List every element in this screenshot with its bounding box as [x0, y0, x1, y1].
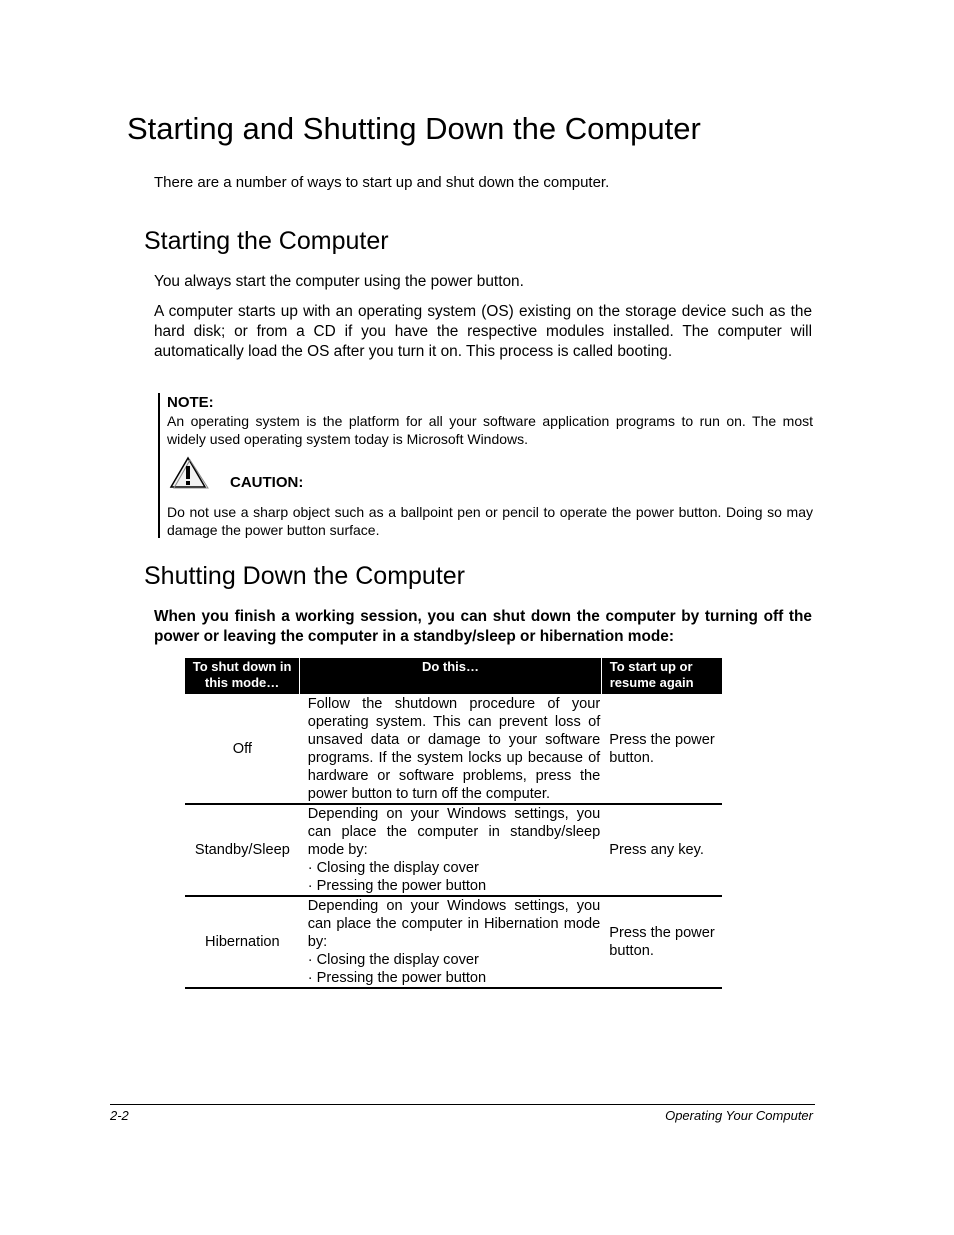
action-text: Depending on your Windows settings, you can place the computer in standby/sleep mode by:	[307, 806, 601, 858]
resume-cell: Press the power button.	[601, 896, 722, 988]
header-resume: To start up or resume again	[601, 658, 722, 694]
footer-rule	[110, 1104, 815, 1105]
note-text: An operating system is the platform for all your software application programs to run on. The most widely used operating system today is Microsoft Windows.	[167, 413, 813, 447]
warning-triangle-icon	[168, 455, 210, 491]
intro-text: There are a number of ways to start up and shut down the computer.	[154, 174, 610, 191]
caution-label: CAUTION:	[230, 474, 304, 491]
mode-cell: Standby/Sleep	[185, 804, 300, 896]
starting-paragraph-2: A computer starts up with an operating system (OS) existing on the storage device such as the hard disk; or from a CD if you have the respective modules installed. The computer will automatically load the OS after you turn it on. This process is called booting.	[154, 303, 812, 360]
shutdown-modes-table	[185, 658, 722, 989]
note-label: NOTE:	[167, 394, 214, 411]
table-header-row	[185, 658, 722, 694]
action-text: Depending on your Windows settings, you can place the computer in Hibernation mode by:	[307, 898, 601, 950]
page-title: Starting and Shutting Down the Computer	[127, 111, 701, 146]
header-mode: To shut down in this mode…	[185, 658, 300, 694]
caution-text: Do not use a sharp object such as a ballpoint pen or pencil to operate the power button. Doing so may damage the power button surface.	[167, 504, 813, 538]
bullet-item: · Closing the display cover	[307, 860, 479, 876]
action-cell	[300, 896, 602, 988]
table-row	[185, 694, 722, 804]
resume-cell: Press the power button.	[601, 694, 722, 804]
bullet-item: · Closing the display cover	[307, 952, 479, 968]
header-action: Do this…	[300, 658, 602, 694]
table-row	[185, 896, 722, 988]
shutting-intro: When you finish a working session, you can shut down the computer by turning off the power or leaving the computer in a standby/sleep or hibernation mode:	[154, 608, 812, 645]
page-number: 2-2	[110, 1108, 129, 1123]
resume-cell: Press any key.	[601, 804, 722, 896]
action-text: Follow the shutdown procedure of your operating system. This can prevent loss of unsaved data or damage to your software programs. If the system locks up because of hardware or software problems, press the power button to turn off the computer.	[307, 695, 601, 802]
chapter-title: Operating Your Computer	[665, 1108, 813, 1123]
mode-cell: Off	[185, 694, 300, 804]
bullet-item: · Pressing the power button	[307, 878, 487, 894]
mode-cell: Hibernation	[185, 896, 300, 988]
bullet-item: · Pressing the power button	[307, 970, 487, 986]
section-heading-starting: Starting the Computer	[144, 227, 389, 255]
starting-paragraph-1: You always start the computer using the power button.	[154, 273, 524, 290]
section-heading-shutting: Shutting Down the Computer	[144, 562, 466, 590]
table-row	[185, 804, 722, 896]
action-cell	[300, 694, 602, 804]
action-cell	[300, 804, 602, 896]
